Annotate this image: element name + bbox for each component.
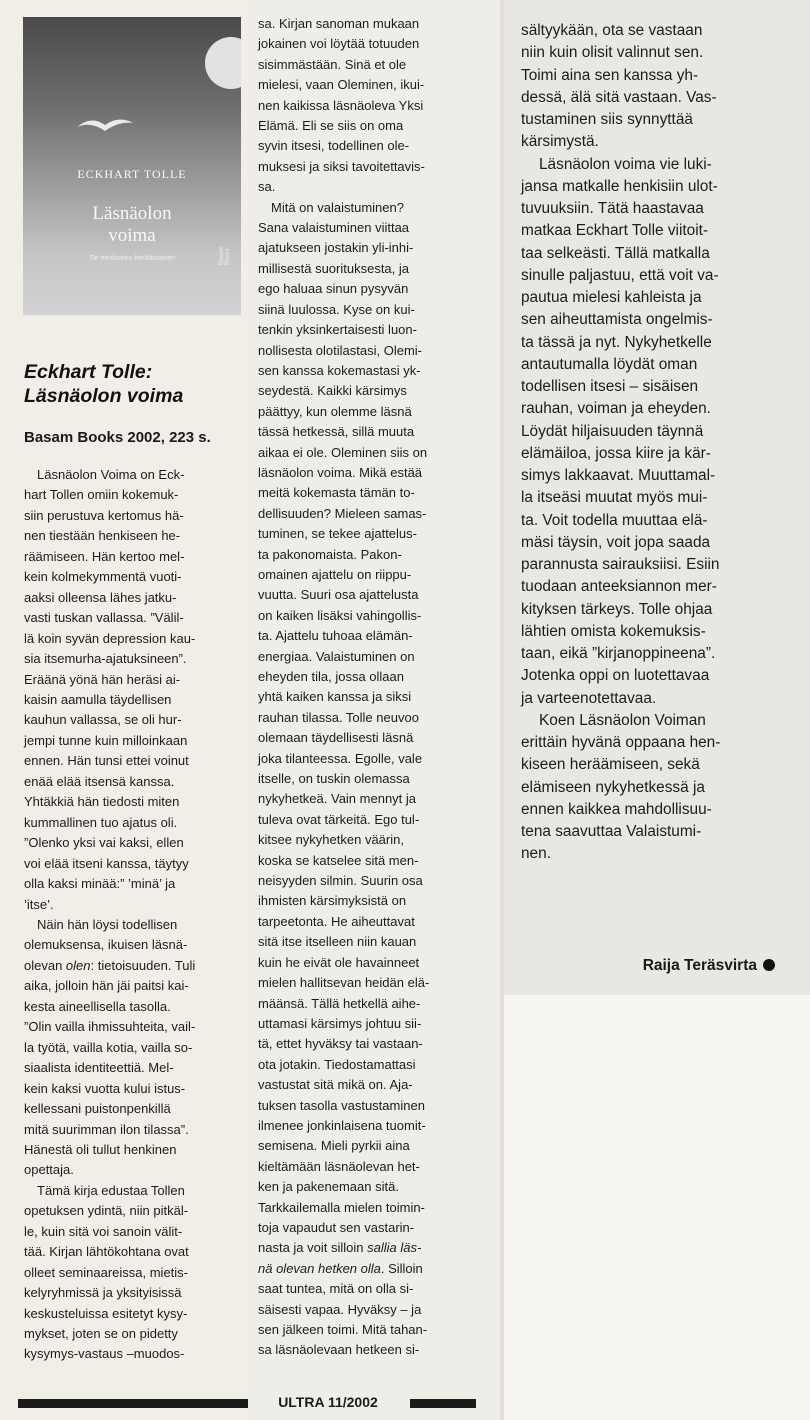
paragraph-text: : tietoisuuden. Tuli aika, jolloin hän jäi paitsi kai- kesta aineellisella tasolla. ”Olin vailla ihmissuhteita, vail- la työtä, vailla kotia, vailla so- siaalista identiteettiä. Mel- kein kaksi vuotta kului istus- kellessani puistonpenkillä mitä suurimman ilon tilassa”. Hänestä oli tullut henkinen opettaja. xyxy=(24,957,196,1178)
cover-title-line2: voima xyxy=(108,225,156,246)
reviewer-signature xyxy=(563,955,775,977)
emphasis-text: olen xyxy=(65,957,91,973)
paragraph: Koen Läsnäolon Voiman erittäin hyvänä oppaana hen- kiseen heräämiseen, sekä elämiseen nykyhetkessä ja ennen kaikkea mahdollisuu- tena saavuttaa Valaistumi- nen. xyxy=(521,711,721,863)
heading-author: Eckhart Tolle: xyxy=(24,361,153,383)
cover-moon-icon xyxy=(205,37,241,89)
paragraph: Tämä kirja edustaa Tollen opetuksen ydintä, niin pitkäl- le, kuin sitä voi sanoin välit- tää. Kirjan lähtökohtana ovat olleet seminaareissa, mietis- kelyryhmissä ja yksityisissä keskusteluissa esitetyt kysy- mykset, joten se on pidetty kysymys-vastaus –muodos- xyxy=(24,1182,189,1362)
paragraph: Läsnäolon Voima on Eck- hart Tollen omiin kokemuk- siin perustuva kertomus hä- nen tiestään henkiseen he- räämiseen. Hän kertoo mel- kein kolmekymmentä vuoti- aaksi olleensa lähes jatku- vasti tuskan vallassa. ”Välil- lä koin syvän depression kau- sia itsemurha-ajatuksineen”. Eräänä yönä hän heräsi ai- kaisin aamulla täydellisen kauhun vallassa, se oli hur- jempi tunne kuin milloinkaan ennen. Hän tunsi ettei voinut enää elää itsensä kanssa. Yhtäkkiä hän tiedosti miten kummallinen tuo ajatus oli. ”Olenko yksi vai kaksi, ellen voi elää itseni kanssa, täytyy olla kaksi minää:” ’minä’ ja ’itse’. xyxy=(24,467,196,912)
paragraph-text: Mitä on valaistuminen? Sana valaistuminen viittaa ajatukseen jostakin yli-inhi- millisestä suorituksesta, ja ego haluaa sinun pysyvän siinä luulossa. Kyse on kui- tenkin yksinkertaisesti luon- nollisesta olotilastasi, Olemi- sen kanssa kokemastasi yk- seydestä. Kaikki kärsimys päättyy, kun olemme läsnä tässä hetkessä, sillä muuta aikaa ei ole. Oleminen siis on läsnäolon voima. Mikä estää meitä kokemasta tämän to- dellisuuden? Mieleen samas- tuminen, se tekee ajattelus- ta pakonomaista. Pakon- omainen ajattelu on riippu- vuutta. Suuri osa ajattelusta on kaiken lisäksi vahingollis- ta. Ajattelu tuhoaa elämän- energiaa. Valaistuminen on eheyden tila, jossa ollaan yhtä kaiken kanssa ja siksi rauhan tilassa. Tolle neuvoo olemaan täydellisesti läsnä joka tilanteessa. Egolle, vale itselle, on tuskin olemassa nykyhetkeä. Vain mennyt ja tuleva ovat tärkeitä. Ego tul- kitsee nykyhetken väärin, koska se katselee sitä men- neisyyden silmin. Suurin osa ihmisten kärsimyksistä on tarpeetonta. He aiheuttavat sitä itse itselleen niin kauan kuin he eivät ole havainneet mielen hallitsevan heidän elä- määnsä. Tällä hetkellä aihe- uttamasi kärsimys johtuu sii- tä, ettet hyväksy tai vastaan- ota jotakin. Tiedostamattasi vastustat sitä mikä on. Aja- tuksen tasolla vastustaminen ilmenee jonkinlaisena tuomit- semisena. Mieli pyrkii aina kieltämään läsnäolevan het- ken ja pakenemaan sitä. Tarkkailemalla mielen toimin- toja vapaudut sen vastarin- nasta ja voit silloin xyxy=(258,199,430,1256)
review-heading xyxy=(24,360,244,408)
text-column-3 xyxy=(521,20,779,866)
cover-bird-icon xyxy=(75,113,135,135)
paragraph: sa. Kirjan sanoman mukaan jokainen voi löytää totuuden sisimmästään. Sinä et ole mielesi, vaan Oleminen, ikui- nen kaikissa läsnäoleva Yksi Elämä. Eli se siis on oma syvin itsesi, todellinen ole- muksesi ja siksi tavoitettavis- sa. xyxy=(258,16,425,195)
paragraph xyxy=(258,198,476,1361)
cover-title-line1: Läsnäolon xyxy=(92,203,172,224)
publisher-info: Basam Books 2002, 223 s. xyxy=(24,429,211,446)
book-cover-image xyxy=(23,17,241,315)
page-gutter xyxy=(500,0,504,1420)
paragraph-text: Näin hän löysi todellisen olemuksensa, ikuisen läsnä- olevan xyxy=(24,916,188,973)
footer-rule-right xyxy=(410,1399,476,1408)
cover-author: ECKHART TOLLE xyxy=(77,167,187,181)
paragraph-text: . Silloin saat tuntea, mitä on olla si- säisesti vapaa. Hyväksy – ja sen jälkeen toimi. Mitä tahan- sa läsnäolevaan hetkeen si- xyxy=(258,1260,428,1358)
footer-rule-left xyxy=(18,1399,248,1408)
emphasis-text: sallia läs- nä olevan hetken olla xyxy=(258,1240,422,1276)
text-column-2 xyxy=(258,14,476,1361)
end-mark-icon xyxy=(763,959,775,971)
paragraph: Läsnäolon voima vie luki- jansa matkalle henkisiin ulot- tuvuuksiin. Tätä haastavaa matkaa Eckhart Tolle viitoit- taa selkeästi. Tällä matkalla sinulle paljastuu, että voit va- pautua mielesi kahleista ja sen aiheuttamista ongelmis- ta tässä ja nyt. Nykyhetkelle antautumalla löydät oman todellisen itsesi – sisäisen rauhan, voiman ja eheyden. Löydät hiljaisuuden täynnä elämäiloa, jossa kiire ja kär- simys lakkaavat. Muuttamal- la itseäsi muutat myös mui- ta. Voit todella muuttaa elä- mäsi täysin, voit jopa saada parannusta sairauksiisi. Esiin tuodaan anteeksiannon mer- kityksen tärkeys. Tolle ohjaa lähtien omista kokemuksis- taan, eikä ”kirjanoppineena”. Jotenka oppi on luotettavaa ja varteenotettavaa. xyxy=(521,155,720,707)
paragraph: sältyykään, ota se vastaan niin kuin olisit valinnut sen. Toimi aina sen kanssa yh- dessä, älä sitä vastaan. Vas- tustaminen siis synnyttää kärsimystä. xyxy=(521,22,717,151)
text-column-1 xyxy=(24,465,246,1365)
footer-issue: ULTRA 11/2002 xyxy=(278,1394,378,1410)
reviewer-name: Raija Teräsvirta xyxy=(642,957,757,974)
paragraph xyxy=(24,915,246,1181)
cover-subtitle: Tie henkiseen heräämiseen xyxy=(89,255,175,262)
column3-blank-area xyxy=(503,995,810,1420)
cover-publisher-mark: Basam Books xyxy=(219,246,231,265)
heading-title: Läsnäolon voima xyxy=(24,385,184,407)
